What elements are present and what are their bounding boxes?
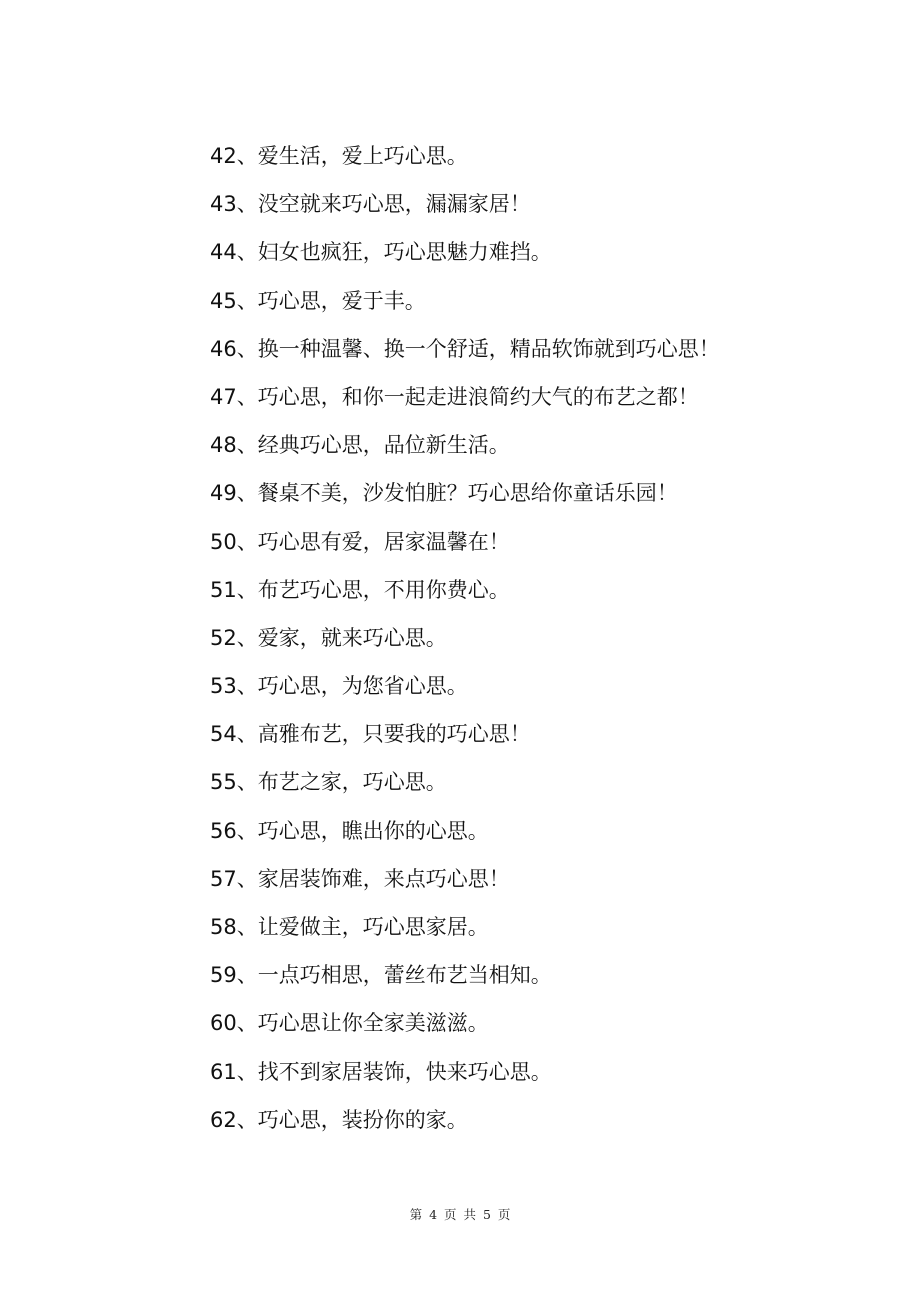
list-item: 54、高雅布艺，只要我的巧心思！ (210, 722, 531, 747)
list-item: 46、换一种温馨、换一个舒适，精品软饰就到巧心思！ (210, 336, 720, 361)
list-item: 59、一点巧相思，蕾丝布艺当相知。 (210, 963, 552, 988)
list-item: 62、巧心思，装扮你的家。 (210, 1107, 468, 1132)
list-item: 43、没空就来巧心思，漏漏家居！ (210, 192, 531, 217)
list-item: 57、家居装饰难，来点巧心思！ (210, 866, 510, 891)
slogan-list (210, 136, 850, 1148)
list-item: 58、让爱做主，巧心思家居。 (210, 915, 489, 939)
list-item: 53、巧心思，为您省心思。 (210, 674, 468, 699)
page-indicator: 第 4 页 共 5 页 (409, 1207, 511, 1222)
list-item: 45、巧心思，爱于丰。 (210, 288, 426, 313)
list-item: 44、妇女也疯狂，巧心思魅力难挡。 (210, 240, 552, 265)
list-item: 55、布艺之家，巧心思。 (210, 770, 447, 795)
list-item: 56、巧心思，瞧出你的心思。 (210, 818, 489, 843)
list-item: 42、爱生活，爱上巧心思。 (210, 144, 468, 168)
list-item: 51、布艺巧心思，不用你费心。 (210, 577, 510, 602)
list-item: 48、经典巧心思，品位新生活。 (210, 433, 510, 458)
page-footer (0, 1205, 920, 1223)
list-item: 61、找不到家居装饰，快来巧心思。 (210, 1059, 552, 1084)
list-item: 60、巧心思让你全家美滋滋。 (210, 1011, 489, 1036)
list-item: 52、爱家，就来巧心思。 (210, 625, 447, 650)
list-item: 47、巧心思，和你一起走进浪简约大气的布艺之都！ (210, 384, 699, 409)
list-item: 50、巧心思有爱，居家温馨在！ (210, 529, 510, 554)
list-item: 49、餐桌不美，沙发怕脏？巧心思给你童话乐园！ (210, 481, 678, 506)
